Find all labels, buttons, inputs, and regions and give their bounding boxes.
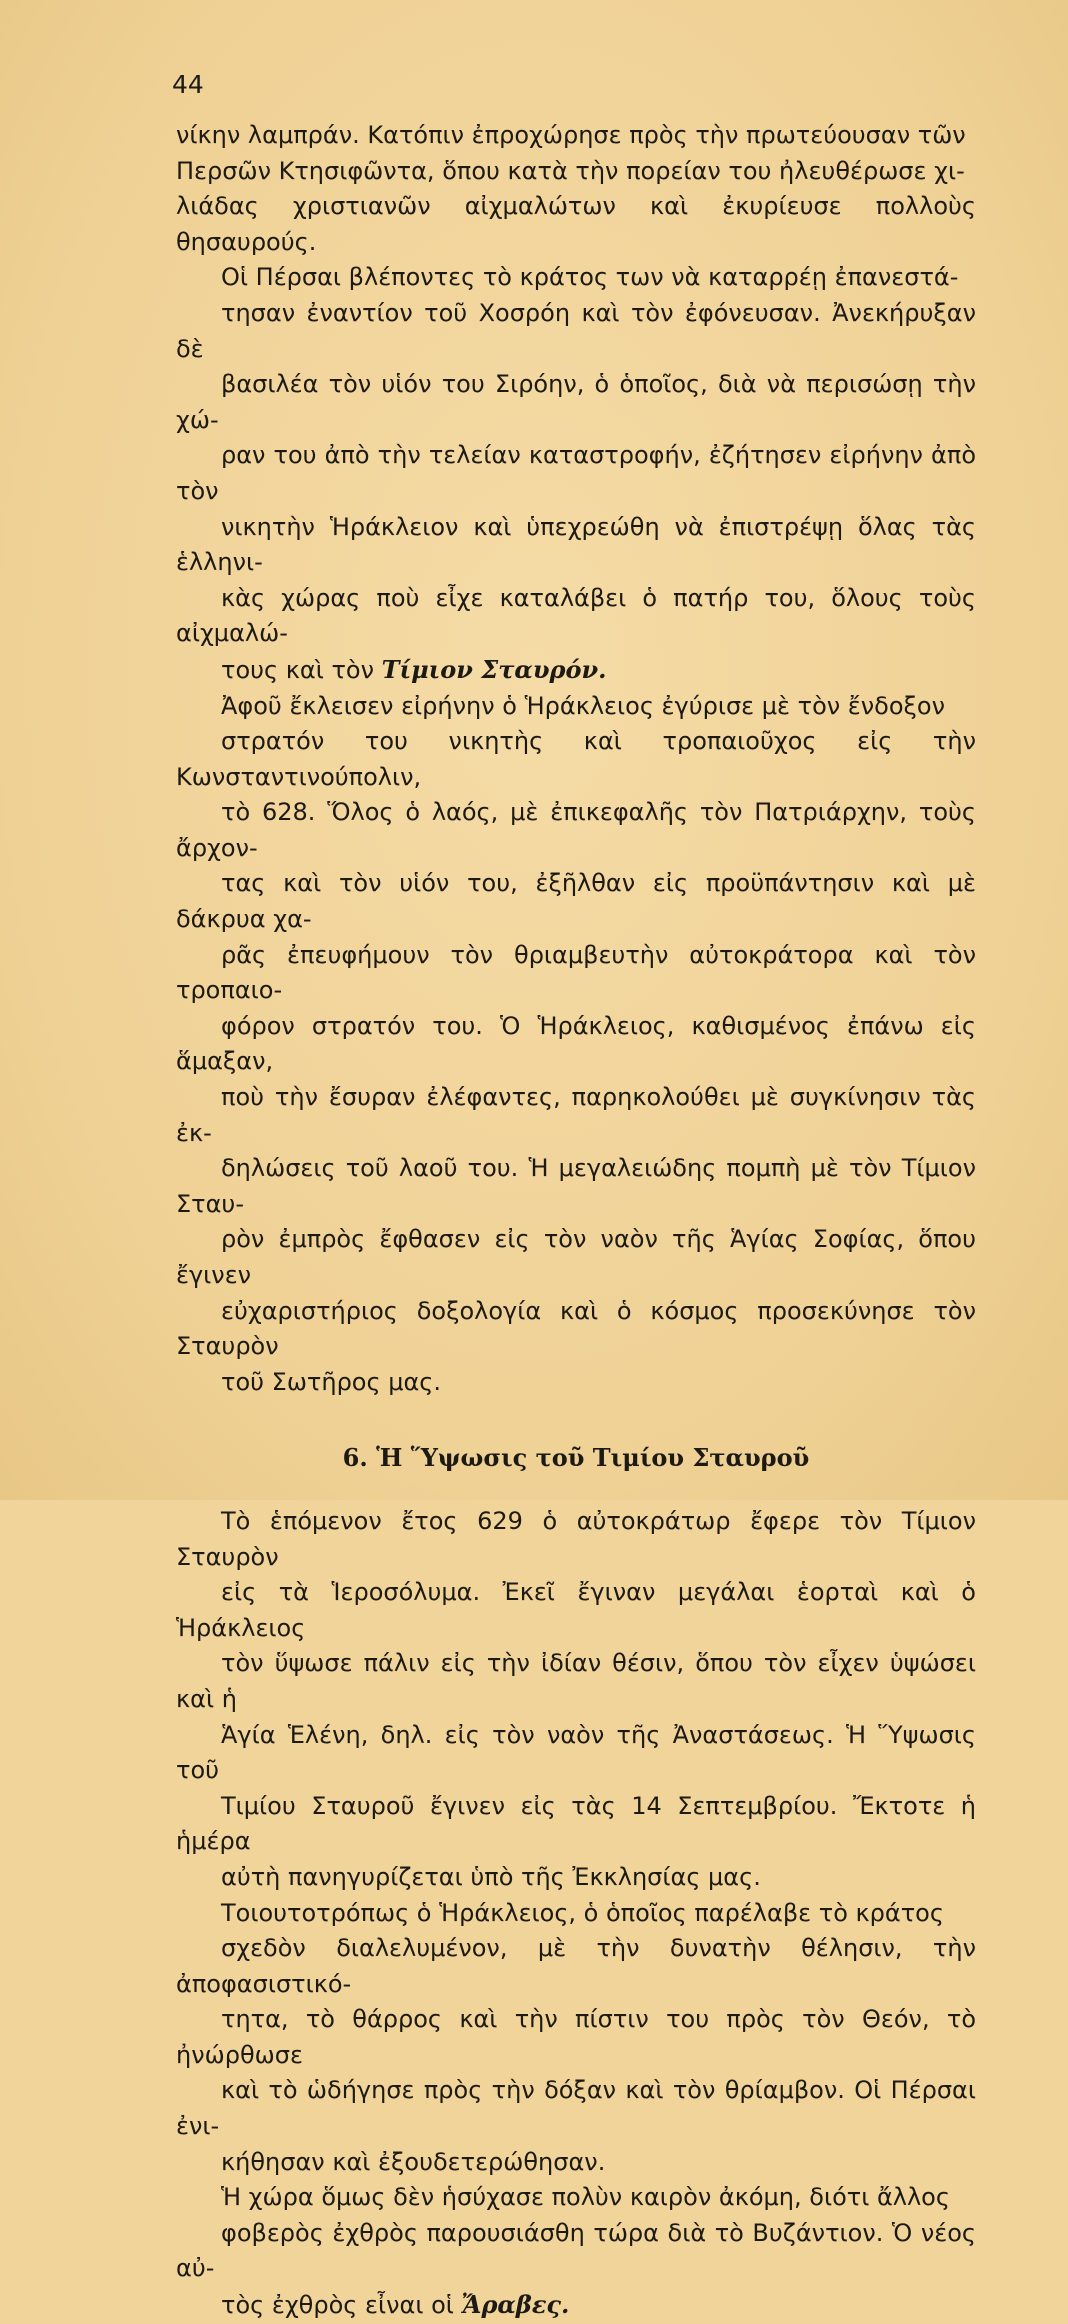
page-number: 44 (172, 70, 204, 99)
text-line: λιάδας χριστιανῶν αἰχμαλώτων καὶ ἐκυρίευσε πολλοὺς θησαυρούς. (176, 192, 976, 256)
paragraph (176, 1896, 976, 2181)
text-line: φόρον στρατόν του. Ὁ Ἡράκλειος, καθισμένος ἐπάνω εἰς ἅμαξαν, (176, 1011, 976, 1076)
text-line: τὸ 628. Ὅλος ὁ λαός, μὲ ἐπικεφαλῆς τὸν Πατριάρχην, τοὺς ἄρχον- (176, 798, 976, 862)
text-line: κήθησαν καὶ ἐξουδετερώθησαν. (221, 2147, 606, 2176)
text-line: στρατόν του νικητὴς καὶ τροπαιοῦχος εἰς τὴν Κωνσταντινούπολιν, (176, 727, 976, 791)
emphasized-term: Ἄραβες. (461, 2290, 570, 2320)
paragraph (176, 2180, 976, 2323)
text-line: Τοιουτοτρόπως ὁ Ἡράκλειος, ὁ ὁποῖος παρέλαβε τὸ κράτος (221, 1898, 944, 1927)
text-line: τοῦ Σωτῆρος μας. (221, 1367, 442, 1396)
text-line: ραν του ἀπὸ τὴν τελείαν καταστροφήν, ἐζήτησεν εἰρήνην ἀπὸ τὸν (176, 441, 976, 505)
text-line: δηλώσεις τοῦ λαοῦ του. Ἡ μεγαλειώδης πομπὴ μὲ τὸν Τίμιον Σταυ- (176, 1154, 976, 1218)
text-line: βασιλέα τὸν υἱόν του Σιρόην, ὁ ὁποῖος, διὰ νὰ περισώσῃ τὴν χώ- (176, 370, 976, 434)
text-line: τὸν ὕψωσε πάλιν εἰς τὴν ἰδίαν θέσιν, ὅπου τὸν εἶχεν ὑψώσει καὶ ἡ (176, 1649, 976, 1713)
text-line: νικητὴν Ἡράκλειον καὶ ὑπεχρεώθη νὰ ἐπιστρέψῃ ὅλας τὰς ἑλληνι- (176, 512, 976, 577)
text-line: ρᾶς ἐπευφήμουν τὸν θριαμβευτὴν αὐτοκράτορα καὶ τὸν τροπαιο- (176, 940, 976, 1005)
text-line: Περσῶν Κτησιφῶντα, ὅπου κατὰ τὴν πορείαν του ἠλευθέρωσε χι- (176, 156, 965, 185)
text-line (176, 2287, 976, 2324)
emphasized-term: Τίμιον Σταυρόν. (381, 654, 607, 684)
text-line: Τιμίου Σταυροῦ ἔγινεν εἰς τὰς 14 Σεπτεμβρίου. Ἔκτοτε ἡ ἡμέρα (176, 1791, 976, 1856)
text-line: νίκην λαμπράν. Κατόπιν ἐπροχώρησε πρὸς τὴν πρωτεύουσαν τῶν (176, 121, 966, 149)
section-heading: 6. Ἡ Ὕψωσις τοῦ Τιμίου Σταυροῦ (342, 1443, 810, 1473)
text-line: σχεδὸν διαλελυμένον, μὲ τὴν δυνατὴν θέλησιν, τὴν ἀποφασιστικό- (176, 1934, 976, 1998)
text-line: τας καὶ τὸν υἱόν του, ἐξῆλθαν εἰς προϋπάντησιν καὶ μὲ δάκρυα χα- (176, 869, 976, 934)
paragraph (176, 689, 976, 1401)
text-line: ρὸν ἐμπρὸς ἔφθασεν εἰς τὸν ναὸν τῆς Ἁγίας Σοφίας, ὅπου ἔγινεν (176, 1225, 976, 1289)
body-text (176, 118, 976, 2324)
text-line: τητα, τὸ θάρρος καὶ τὴν πίστιν του πρὸς τὸν Θεόν, τὸ ἠνώρθωσε (176, 2005, 976, 2069)
text-line: καὶ τὸ ὡδήγησε πρὸς τὴν δόξαν καὶ τὸν θρίαμβον. Οἱ Πέρσαι ἐνι- (176, 2076, 976, 2141)
text-line: Τὸ ἑπόμενον ἔτος 629 ὁ αὐτοκράτωρ ἔφερε τὸν Τίμιον Σταυρὸν (176, 1506, 976, 1571)
text-line: ποὺ τὴν ἔσυραν ἐλέφαντες, παρηκολούθει μὲ συγκίνησιν τὰς ἐκ- (176, 1083, 976, 1147)
text-line: εἰς τὰ Ἱεροσόλυμα. Ἐκεῖ ἔγιναν μεγάλαι ἑορταὶ καὶ ὁ Ἡράκλειος (176, 1578, 976, 1642)
text-fragment: τους καὶ τὸν (221, 655, 382, 684)
text-line: εὐχαριστήριος δοξολογία καὶ ὁ κόσμος προσεκύνησε τὸν Σταυρὸν (176, 1296, 976, 1361)
text-line: Ἀφοῦ ἔκλεισεν εἰρήνην ὁ Ἡράκλειος ἐγύρισε μὲ τὸν ἔνδοξον (221, 691, 946, 720)
paragraph (176, 260, 976, 688)
text-line: φοβερὸς ἐχθρὸς παρουσιάσθη τώρα διὰ τὸ Βυζάντιον. Ὁ νέος αὐ- (176, 2218, 976, 2283)
text-line: κὰς χώρας ποὺ εἶχε καταλάβει ὁ πατήρ του, ὅλους τοὺς αἰχμαλώ- (176, 583, 976, 648)
text-line: Ἡ χώρα ὅμως δὲν ἡσύχασε πολὺν καιρὸν ἀκόμη, διότι ἄλλος (221, 2183, 950, 2212)
text-fragment: τὸς ἐχθρὸς εἶναι οἱ (221, 2291, 462, 2320)
text-line: αὐτὴ πανηγυρίζεται ὑπὸ τῆς Ἐκκλησίας μας. (221, 1862, 761, 1891)
text-line: Ἁγία Ἑλένη, δηλ. εἰς τὸν ναὸν τῆς Ἀναστάσεως. Ἡ Ὕψωσις τοῦ (176, 1720, 976, 1785)
text-line: τησαν ἐναντίον τοῦ Χοσρόη καὶ τὸν ἐφόνευσαν. Ἀνεκήρυξαν δὲ (176, 298, 976, 363)
text-line: Οἱ Πέρσαι βλέποντες τὸ κράτος των νὰ καταρρέῃ ἐπανεστά- (221, 263, 959, 292)
paragraph (176, 1504, 976, 1896)
paragraph (176, 118, 976, 260)
text-line (176, 652, 976, 689)
